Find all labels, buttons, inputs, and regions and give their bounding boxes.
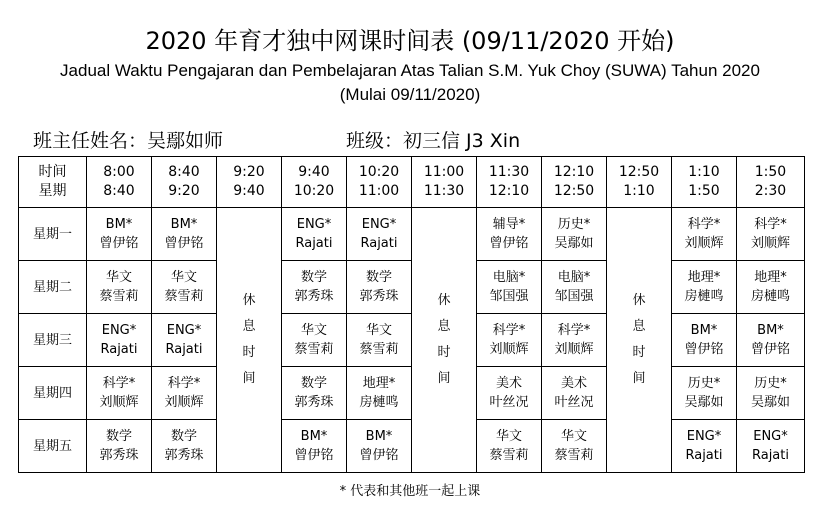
day-row (19, 208, 805, 261)
time-slot-header (477, 157, 542, 208)
period-cell (672, 420, 737, 473)
period-teacher: 刘顺辉 (99, 395, 139, 410)
period-subject: 科学* (167, 376, 201, 391)
period-teacher: 郭秀珠 (164, 448, 204, 463)
period-subject: 电脑* (492, 270, 526, 285)
period-subject: BM* (757, 323, 784, 338)
break-label-char: 息 (242, 319, 256, 334)
period-subject: BM* (105, 217, 133, 232)
period-cell (152, 208, 217, 261)
period-teacher: 蔡雪莉 (164, 289, 204, 304)
period-subject: 华文 (365, 323, 392, 338)
period-subject: BM* (300, 429, 328, 444)
page-title: 2020 年育才独中网课时间表 (09/11/2020 开始) (145, 27, 675, 55)
period-cell (477, 367, 542, 420)
break-cell (607, 208, 672, 473)
period-teacher: 邹国强 (554, 289, 594, 304)
period-teacher: 叶丝况 (489, 395, 529, 410)
period-teacher: 郭秀珠 (294, 289, 334, 304)
time-slot-header (347, 157, 412, 208)
period-cell (347, 261, 412, 314)
period-cell (542, 420, 607, 473)
period-cell (737, 208, 805, 261)
period-cell (152, 314, 217, 367)
period-teacher: 郭秀珠 (359, 289, 399, 304)
period-teacher: 蔡雪莉 (489, 448, 529, 463)
period-cell (282, 314, 347, 367)
slot-start-time: 10:20 (358, 164, 400, 180)
period-subject: 数学 (300, 270, 327, 285)
period-subject: 华文 (495, 429, 522, 444)
period-subject: ENG* (753, 429, 788, 444)
period-subject: 地理* (754, 270, 787, 285)
period-teacher: 曾伊铭 (164, 236, 204, 251)
period-teacher: 吴鄢如 (684, 395, 724, 410)
slot-end-time: 1:50 (688, 183, 720, 199)
period-cell (152, 261, 217, 314)
period-cell (542, 208, 607, 261)
slot-start-time: 12:50 (618, 164, 660, 180)
period-cell (542, 367, 607, 420)
period-teacher: Rajati (685, 448, 723, 463)
period-teacher: 曾伊铭 (99, 236, 139, 251)
period-subject: 华文 (170, 270, 197, 285)
period-teacher: 郭秀珠 (99, 448, 139, 463)
period-teacher: 蔡雪莉 (99, 289, 139, 304)
period-cell (672, 261, 737, 314)
break-label-char: 时 (632, 345, 646, 360)
period-cell (672, 208, 737, 261)
period-teacher: 刘顺辉 (684, 236, 724, 251)
period-subject: BM* (170, 217, 198, 232)
period-cell (347, 420, 412, 473)
period-cell (87, 367, 152, 420)
period-cell (542, 261, 607, 314)
time-slot-header (412, 157, 477, 208)
period-cell (87, 208, 152, 261)
period-cell (282, 261, 347, 314)
period-teacher: 刘顺辉 (554, 342, 594, 357)
period-cell (282, 420, 347, 473)
period-subject: 科学* (754, 217, 787, 232)
header-time-label: 时间 (38, 164, 67, 180)
break-label-char: 间 (242, 371, 256, 386)
period-subject: 历史* (557, 217, 591, 232)
page-subtitle-date: (Mulai 09/11/2020) (339, 85, 481, 104)
header-corner (19, 157, 87, 208)
period-teacher: 邹国强 (489, 289, 529, 304)
period-teacher: Rajati (100, 342, 138, 357)
period-teacher: 曾伊铭 (684, 342, 724, 357)
period-teacher: Rajati (360, 236, 398, 251)
period-subject: 历史* (754, 376, 787, 391)
slot-end-time: 8:40 (103, 183, 135, 199)
period-subject: 地理* (362, 376, 396, 391)
period-cell (477, 261, 542, 314)
slot-start-time: 1:10 (688, 164, 720, 180)
break-label-char: 时 (437, 345, 451, 360)
period-teacher: 曾伊铭 (359, 448, 399, 463)
period-subject: BM* (365, 429, 393, 444)
slot-end-time: 11:00 (358, 183, 400, 199)
period-cell (672, 367, 737, 420)
period-cell (87, 314, 152, 367)
period-cell (282, 208, 347, 261)
slot-start-time: 9:40 (298, 164, 330, 180)
period-cell (477, 208, 542, 261)
period-cell (347, 208, 412, 261)
period-teacher: Rajati (295, 236, 333, 251)
period-teacher: 蔡雪莉 (359, 342, 399, 357)
time-slot-header (152, 157, 217, 208)
day-name: 星期五 (19, 420, 87, 473)
slot-end-time: 11:30 (423, 183, 465, 199)
period-teacher: 蔡雪莉 (554, 448, 594, 463)
period-cell (737, 314, 805, 367)
period-teacher: 吴鄢如 (554, 236, 594, 251)
day-name: 星期四 (19, 367, 87, 420)
slot-start-time: 8:00 (103, 164, 135, 180)
period-subject: 数学 (300, 376, 327, 391)
period-cell (282, 367, 347, 420)
period-subject: 华文 (560, 429, 587, 444)
period-teacher: 房槤鸣 (750, 289, 790, 304)
break-label-char: 休 (242, 293, 256, 308)
period-teacher: 曾伊铭 (294, 448, 334, 463)
period-subject: 辅导* (492, 217, 526, 232)
period-teacher: 吴鄢如 (750, 395, 790, 410)
slot-start-time: 11:30 (488, 164, 530, 180)
break-cell (412, 208, 477, 473)
slot-end-time: 1:10 (623, 183, 655, 199)
period-subject: 数学 (365, 270, 392, 285)
break-label-char: 时 (242, 345, 256, 360)
period-subject: 美术 (495, 376, 522, 391)
period-cell (152, 420, 217, 473)
period-subject: 华文 (300, 323, 327, 338)
period-subject: ENG* (361, 217, 397, 232)
period-cell (477, 420, 542, 473)
break-label-char: 休 (632, 293, 646, 308)
day-name: 星期三 (19, 314, 87, 367)
period-cell (152, 367, 217, 420)
period-teacher: 刘顺辉 (489, 342, 529, 357)
period-teacher: 房槤鸣 (359, 395, 399, 410)
break-label-char: 间 (437, 371, 451, 386)
footnote: * 代表和其他班一起上课 (339, 484, 481, 499)
slot-start-time: 1:50 (754, 164, 787, 180)
period-subject: ENG* (166, 323, 202, 338)
period-subject: 科学* (102, 376, 136, 391)
time-slot-header (542, 157, 607, 208)
period-teacher: 房槤鸣 (684, 289, 724, 304)
timetable (18, 156, 805, 473)
period-subject: 数学 (105, 429, 132, 444)
period-cell (347, 367, 412, 420)
period-teacher: 曾伊铭 (750, 342, 790, 357)
slot-start-time: 12:10 (553, 164, 595, 180)
time-slot-header (87, 157, 152, 208)
period-subject: 美术 (560, 376, 587, 391)
slot-end-time: 9:20 (168, 183, 200, 199)
period-subject: ENG* (296, 217, 332, 232)
period-cell (737, 261, 805, 314)
slot-end-time: 10:20 (293, 183, 335, 199)
period-teacher: 郭秀珠 (294, 395, 334, 410)
slot-end-time: 12:50 (553, 183, 595, 199)
slot-end-time: 9:40 (233, 183, 265, 199)
period-subject: ENG* (101, 323, 137, 338)
time-slot-header (737, 157, 805, 208)
period-subject: 华文 (105, 270, 132, 285)
slot-end-time: 12:10 (488, 183, 530, 199)
period-subject: 历史* (687, 376, 721, 391)
period-teacher: 刘顺辉 (750, 236, 790, 251)
period-teacher: Rajati (165, 342, 203, 357)
period-cell (477, 314, 542, 367)
period-teacher: 刘顺辉 (164, 395, 204, 410)
period-subject: 电脑* (557, 270, 591, 285)
period-subject: 科学* (492, 323, 526, 338)
slot-start-time: 9:20 (233, 164, 265, 180)
period-subject: BM* (690, 323, 718, 338)
period-cell (347, 314, 412, 367)
period-subject: ENG* (686, 429, 722, 444)
period-teacher: 曾伊铭 (489, 236, 529, 251)
period-subject: 科学* (687, 217, 721, 232)
day-name: 星期二 (19, 261, 87, 314)
break-label-char: 息 (437, 319, 451, 334)
slot-start-time: 8:40 (168, 164, 200, 180)
day-name: 星期一 (19, 208, 87, 261)
period-subject: 数学 (170, 429, 197, 444)
header-row (19, 157, 805, 208)
slot-start-time: 11:00 (423, 164, 465, 180)
period-cell (87, 420, 152, 473)
period-cell (737, 367, 805, 420)
class-teacher: 班主任姓名：吴鄢如师 (33, 130, 224, 152)
page-subtitle: Jadual Waktu Pengajaran dan Pembelajaran Atas Talian S.M. Yuk Choy (SUWA) Tahun 2020 (60, 61, 760, 80)
slot-end-time: 2:30 (754, 183, 787, 199)
class-name: 班级：初三信 J3 Xin (346, 130, 521, 152)
period-subject: 地理* (687, 270, 721, 285)
period-subject: 科学* (557, 323, 591, 338)
break-label-char: 息 (632, 319, 646, 334)
period-teacher: Rajati (751, 448, 789, 463)
period-cell (87, 261, 152, 314)
time-slot-header (672, 157, 737, 208)
time-slot-header (217, 157, 282, 208)
time-slot-header (282, 157, 347, 208)
period-teacher: 叶丝况 (554, 395, 594, 410)
period-cell (737, 420, 805, 473)
break-cell (217, 208, 282, 473)
period-cell (672, 314, 737, 367)
break-label-char: 间 (632, 371, 646, 386)
time-slot-header (607, 157, 672, 208)
period-cell (542, 314, 607, 367)
header-day-label: 星期 (38, 183, 67, 199)
period-teacher: 蔡雪莉 (294, 342, 334, 357)
break-label-char: 休 (437, 293, 451, 308)
